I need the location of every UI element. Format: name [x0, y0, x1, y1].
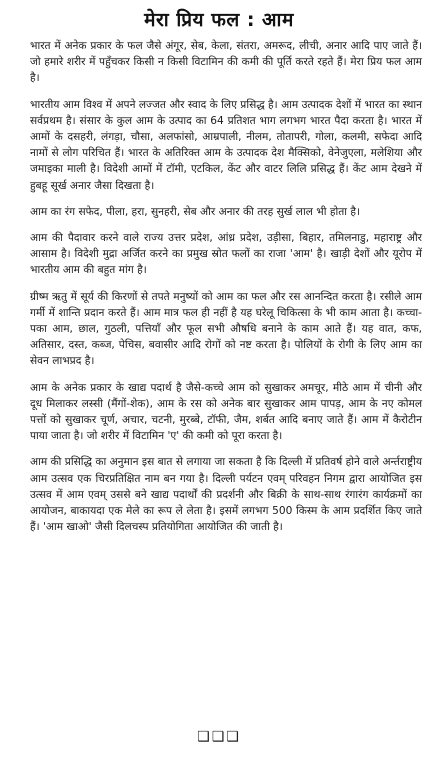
paragraph-intro: भारत में अनेक प्रकार के फल जैसे अंगूर, सेब, केला, संतरा, अमरूद, लीची, अनार आदि पाए जाते हैं। जो हमारे शरीर में पहुँचकर किसी न किसी विटामिन की कमी की पूर्ति करते रहते हैं। मेरा प्रिय फल आम है। [30, 40, 422, 85]
end-mark-squares: ❑❑❑ [197, 729, 241, 745]
essay-body [30, 38, 422, 545]
paragraph-colors: आम का रंग सफेद, पीला, हरा, सुनहरी, सेब और अनार की तरह सुर्ख लाल भी होता है। [30, 205, 360, 218]
paragraph-varieties: भारतीय आम विश्व में अपने लज्जत और स्वाद के लिए प्रसिद्ध है। आम उत्पादक देशों में भारत का स्थान सर्वप्रथम है। संसार के कुल आम के उत्पाद का 64 प्रतिशत भाग लगभग भारत पैदा करता है। भारत में आमों के दसहरी, लंगड़ा, चौसा, अलफांसो, आम्रपाली, नीलम, तोतापरी, गोला, कलमी, सफेदा आदि नामों से लोग परिचित हैं। भारत के अतिरिक्त आम के उत्पादक देश मैक्सिको, वेनेजुएला, मलेशिया और जमाइका माली है। विदेशी आमों में टॉमी, एटकिल, केंट और वाटर लिलि प्रसिद्ध हैं। केंट आम देखने में हुबहू सूर्ख अनार जैसा दिखता है। [30, 98, 422, 192]
page-title: मेरा प्रिय फल : आम [144, 9, 294, 31]
paragraph-states: आम की पैदावार करने वाले राज्य उत्तर प्रदेश, आंध्र प्रदेश, उड़ीसा, बिहार, तमिलनाडु, महाराष्ट्र और आसाम है। विदेशी मुद्रा अर्जित करने का प्रमुख स्रोत फलों का राजा 'आम' है। खाड़ी देशों और यूरोप में भारतीय आम की बहुत मांग है। [30, 232, 422, 277]
paragraph-food-products: आम के अनेक प्रकार के खाद्य पदार्थ है जैसे-कच्चे आम को सुखाकर अमचूर, मीठे आम में चीनी और दूध मिलाकर लस्सी (मैंगों-शेक), आम के रस को अनेक बार सुखाकर आम पापड़, आम के नए कोमल पत्तों को सुखाकर चूर्ण, अचार, चटनी, मुरब्बे, टॉफी, जैम, शर्बत आदि बनाए जाते हैं। आम में कैरोटीन पाया जाता है। जो शरीर में विटामिन 'ए' की कमी को पूरा करता है। [30, 381, 422, 443]
paragraph-mango-festival: आम की प्रसिद्धि का अनुमान इस बात से लगाया जा सकता है कि दिल्ली में प्रतिवर्ष होने वाले अर्न्तराष्ट्रीय आम उत्सव एक चिरप्रतिक्षित नाम बन गया है। दिल्ली पर्यटन एवम् परिवहन निगम द्वारा आयोजित इस उत्सव में आम एवम् उससे बने खाद्य पदार्थों की प्रदर्शनी और बिक्री के साथ-साथ रंगारंग कार्यक्रमों का आयोजन, बाकायदा एक मेले का रूप ले लेता है। इसमें लगभग 500 किस्म के आम प्रदर्शित किए जाते हैं। 'आम खाओ' जैसी दिलचस्प प्रतियोगिता आयोजित की जाती है। [30, 456, 422, 534]
paragraph-summer-medicine: ग्रीष्म ऋतु में सूर्य की किरणों से तपते मनुष्यों को आम का फल और रस आनन्दित करता है। रसीले आम गर्मी में शान्ति प्रदान करते हैं। आम मात्र फल ही नहीं है यह घरेलू चिकित्सा के भी काम आता है। कच्चा-पका आम, छाल, गुठली, पत्तियाँ और फूल सभी औषधि बनाने के काम आते हैं। यह वात, कफ, अतिसार, दस्त, कब्ज, पेचिस, बवासीर आदि रोगों को नष्ट करता है। पोलियों के रोगी के लिए आम का सेवन लाभप्रद है। [30, 290, 422, 368]
